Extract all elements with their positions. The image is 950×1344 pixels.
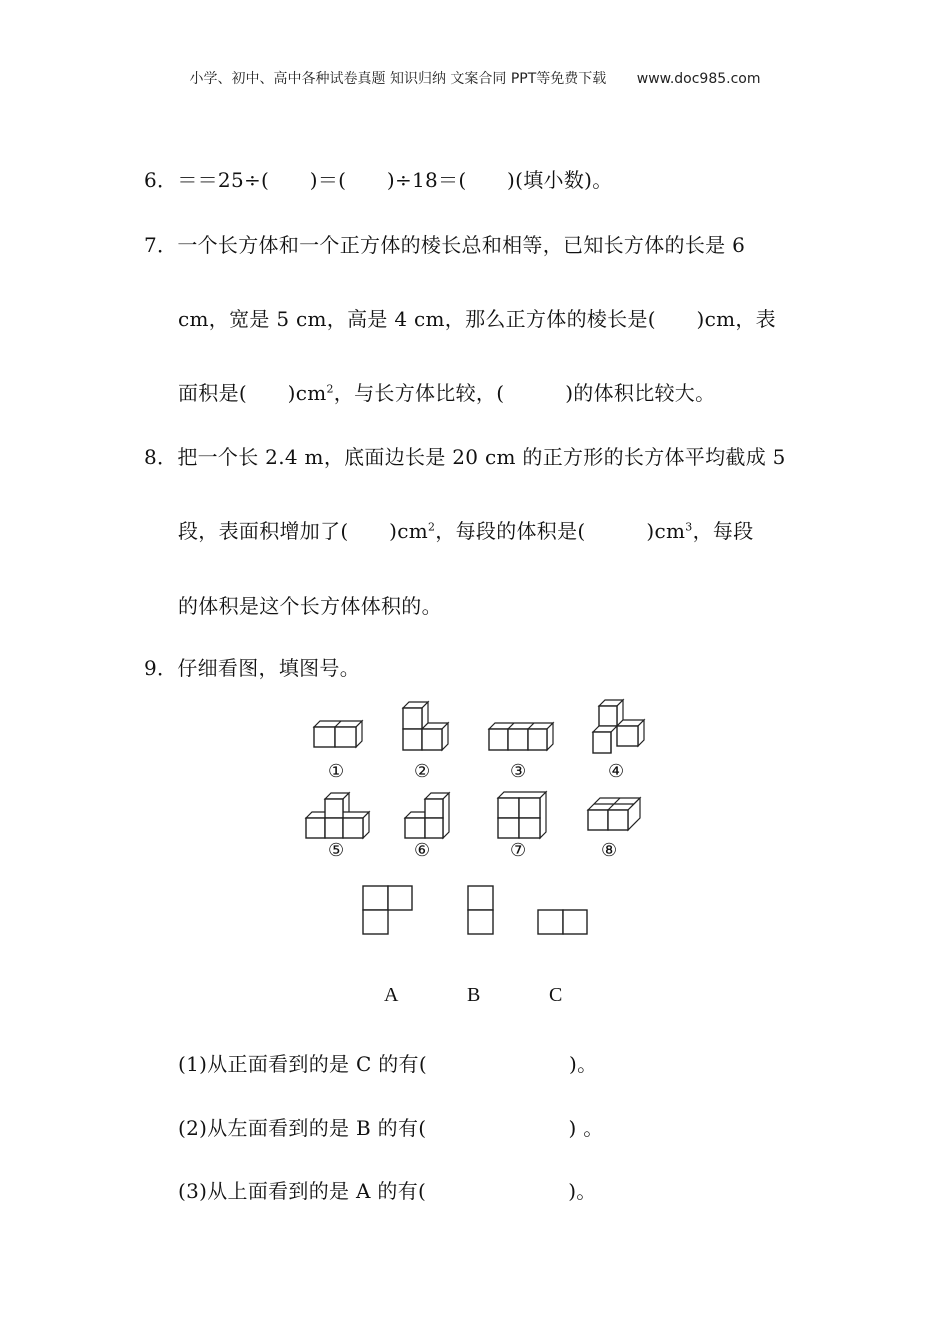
view-b-shape [468, 886, 493, 934]
question-9-title: 9．仔细看图，填图号。 [144, 656, 361, 680]
question-6-text: ＝＝25÷( )＝( )÷18＝( )(填小数)。 [177, 168, 613, 192]
question-7-number: 7． [144, 233, 178, 257]
question-8-number: 8． [144, 445, 178, 469]
view-label-b: B [467, 984, 481, 1006]
view-c-shape [538, 910, 587, 934]
question-7-line-1: 7．一个长方体和一个正方体的棱长总和相等，已知长方体的长是 6 [144, 233, 746, 257]
question-8-line-3: 的体积是这个长方体体积的。 [178, 594, 442, 618]
figure-label-6: ⑥ [414, 840, 431, 861]
question-9-sub-1: (1)从正面看到的是 C 的有( )。 [178, 1052, 598, 1076]
header-text: 小学、初中、高中各种试卷真题 知识归纳 文案合同 PPT等免费下载 [189, 71, 607, 87]
view-a-shape [363, 886, 412, 934]
figure-label-4: ④ [608, 761, 625, 782]
figure-label-1: ① [328, 761, 345, 782]
cube-figure-8 [588, 798, 640, 830]
question-9-sub-2: (2)从左面看到的是 B 的有( ) 。 [178, 1116, 604, 1140]
cube-figure-3 [489, 723, 553, 750]
cube-figure-4 [593, 700, 644, 753]
question-7-line-2: cm，宽是 5 cm，高是 4 cm，那么正方体的棱长是( )cm，表 [178, 307, 776, 331]
question-9-sub-3: (3)从上面看到的是 A 的有( )。 [178, 1179, 597, 1203]
figure-label-5: ⑤ [328, 840, 345, 861]
question-7-line-3: 面积是( )$cm^2$，与长方体比较，( )的体积比较大。 [178, 381, 716, 405]
cube-figure-1 [314, 721, 362, 747]
question-8-line-1: 8．把一个长 2.4 m，底面边长是 20 cm 的正方形的长方体平均截成 5 [144, 445, 786, 469]
cube-figure-7 [498, 792, 546, 838]
view-label-a: A [384, 984, 399, 1006]
cube-figure-2 [403, 702, 448, 750]
question-8-line-2: 段，表面积增加了( )$cm^2$，每段的体积是( )$cm^3$，每段 [178, 519, 754, 543]
view-label-c: C [549, 984, 563, 1006]
figure-label-8: ⑧ [601, 840, 618, 861]
figure-label-3: ③ [510, 761, 527, 782]
figure-label-7: ⑦ [510, 840, 527, 861]
figure-label-2: ② [414, 761, 431, 782]
cube-figure-5 [306, 793, 369, 838]
header-url[interactable]: www.doc985.com [636, 71, 761, 87]
question-6-number: 6． [144, 168, 178, 192]
cube-figure-6 [405, 793, 449, 838]
question-9-number: 9． [144, 656, 178, 680]
